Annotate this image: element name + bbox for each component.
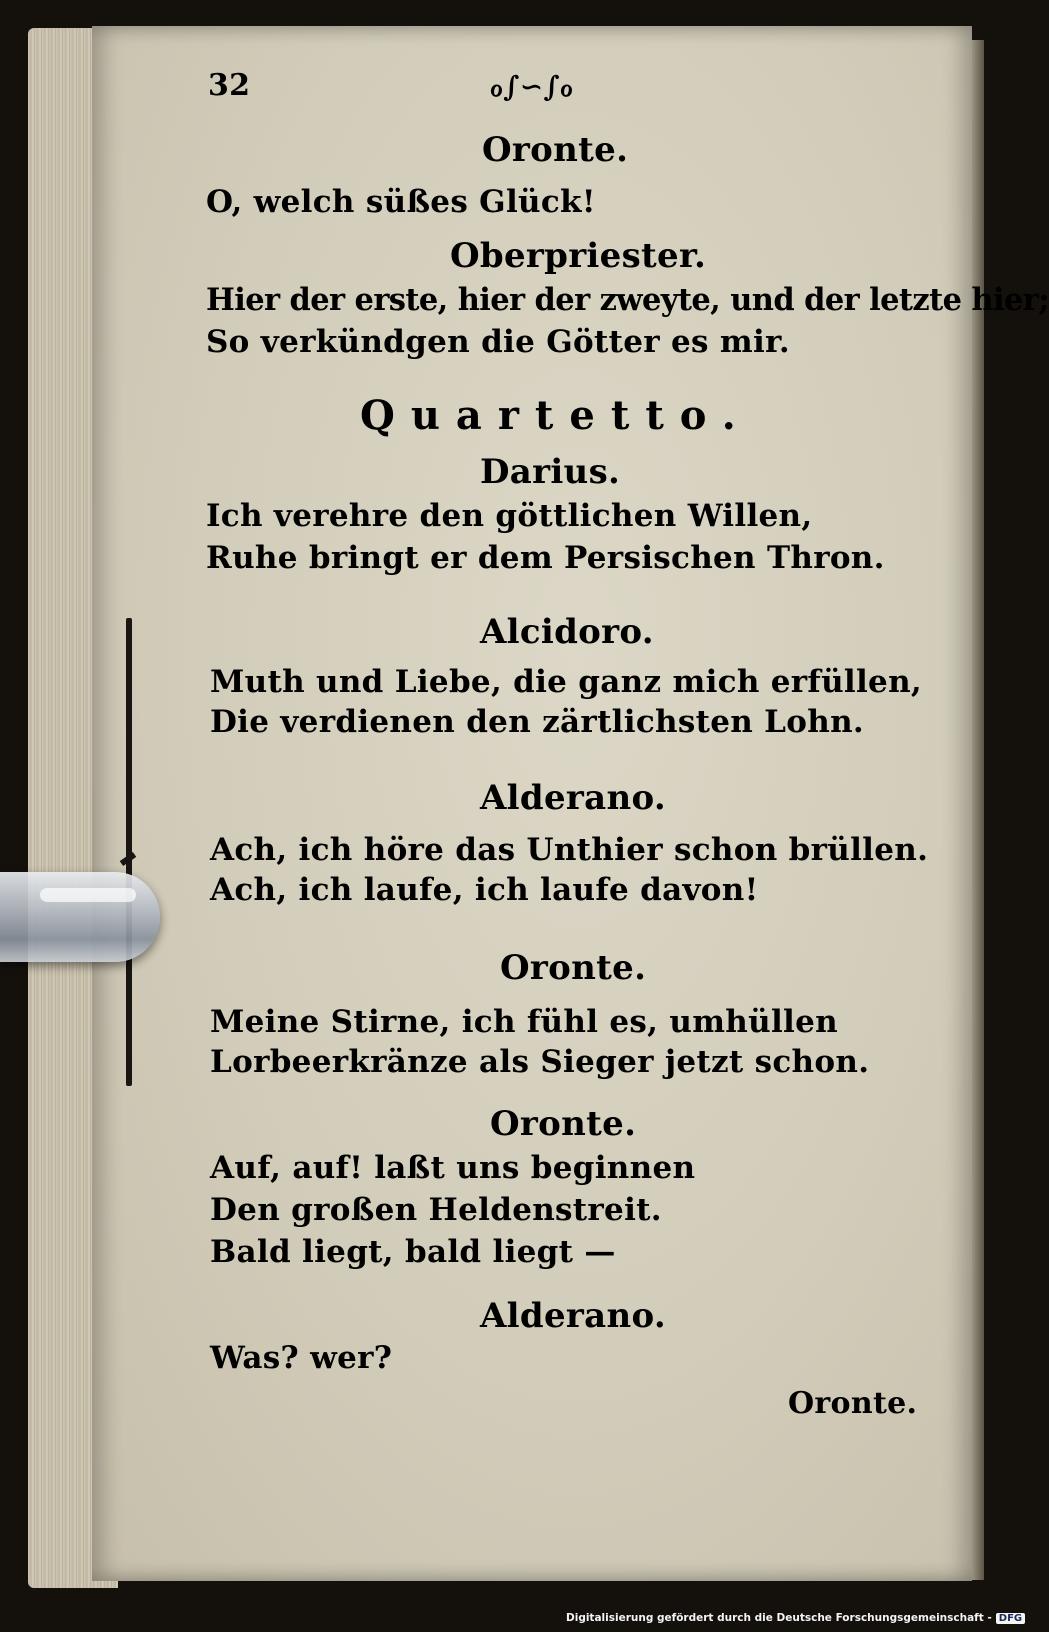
page-clip-highlight — [40, 888, 136, 902]
section-title-quartetto: Quartetto. — [360, 392, 752, 439]
verse-line: Meine Stirne, ich fühl es, umhüllen — [210, 1004, 838, 1040]
verse-line: Die verdienen den zärtlichsten Lohn. — [210, 704, 865, 740]
speaker-oberpriester: Oberpriester. — [450, 236, 707, 276]
verse-line: Ich verehre den göttlichen Willen, — [206, 498, 813, 534]
speaker-oronte-3: Oronte. — [490, 1104, 637, 1144]
verse-line: Auf, auf! laßt uns beginnen — [210, 1150, 696, 1186]
facing-page-edge — [972, 40, 984, 1580]
speaker-oronte-1: Oronte. — [482, 130, 629, 170]
verse-line: Ach, ich laufe, ich laufe davon! — [210, 872, 759, 908]
verse-line: Lorbeerkränze als Sieger jetzt schon. — [210, 1044, 870, 1080]
verse-line: So verkündgen die Götter es mir. — [206, 324, 790, 360]
speaker-darius: Darius. — [480, 452, 621, 492]
page-clip — [0, 872, 160, 962]
speaker-oronte-2: Oronte. — [500, 948, 647, 988]
verse-line: Muth und Liebe, die ganz mich erfüllen, — [210, 664, 923, 700]
verse-line: Hier der erste, hier der zweyte, und der letzte hier; — [206, 282, 1049, 318]
digitization-credit — [566, 1612, 1025, 1624]
verse-line: Ach, ich höre das Unthier schon brüllen. — [210, 832, 929, 868]
speaker-alcidoro: Alcidoro. — [480, 612, 654, 652]
speaker-alderano-1: Alderano. — [480, 778, 666, 818]
header-ornament: ℴ∫∽∫ℴ — [490, 70, 574, 103]
page-number: 32 — [208, 68, 251, 103]
catchword: Oronte. — [788, 1386, 918, 1421]
verse-line: Den großen Heldenstreit. — [210, 1192, 662, 1228]
speaker-alderano-2: Alderano. — [480, 1296, 666, 1336]
verse-line: Was? wer? — [210, 1340, 393, 1376]
credit-text: Digitalisierung gefördert durch die Deutsche Forschungsgemeinschaft - — [566, 1612, 992, 1624]
verse-line: O, welch süßes Glück! — [206, 184, 596, 220]
verse-line: Ruhe bringt er dem Persischen Thron. — [206, 540, 885, 576]
dfg-logo: DFG — [996, 1613, 1025, 1624]
verse-line: Bald liegt, bald liegt — — [210, 1234, 616, 1270]
